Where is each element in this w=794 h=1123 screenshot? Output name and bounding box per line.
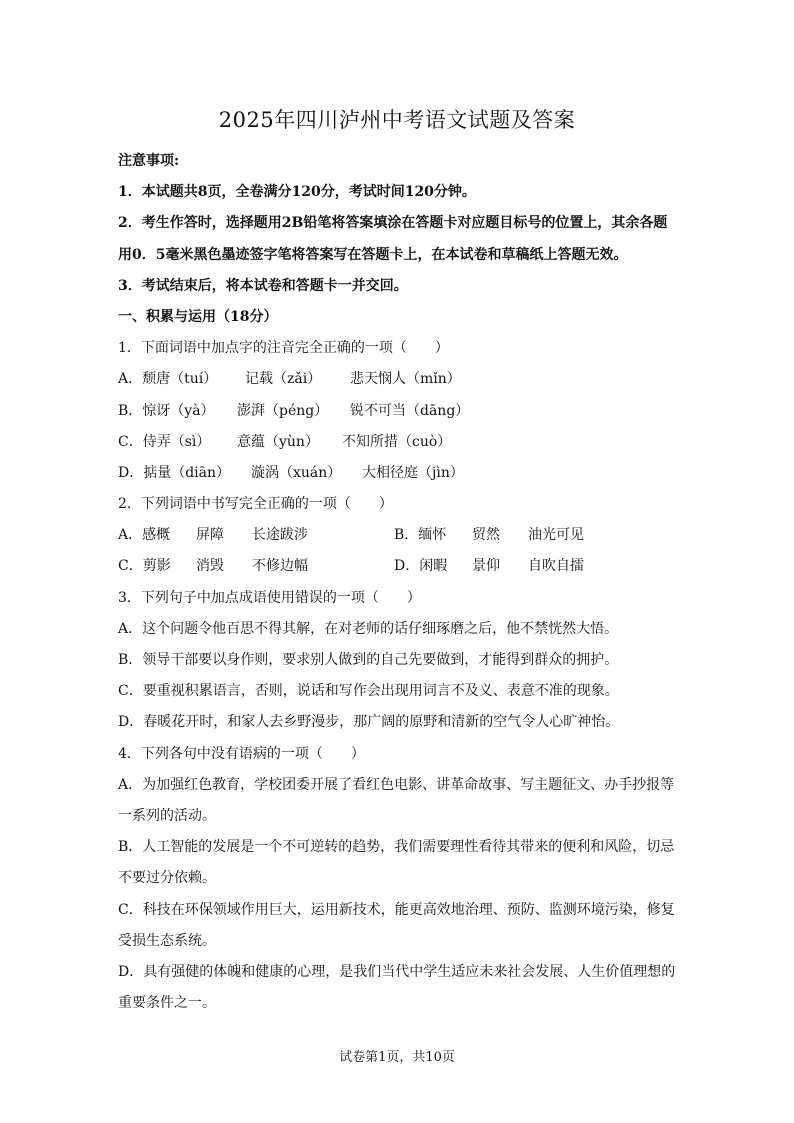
q1-b-word-3: 锐不可当（dāng） bbox=[350, 402, 470, 419]
notice-item-2a: 2．考生作答时，选择题用2B铅笔将答案填涂在答题卡对应题目标号的位置上，其余各题 bbox=[118, 215, 668, 232]
q2-row-ab bbox=[118, 520, 678, 551]
q1-a-word-3: 悲天悯人（mǐn） bbox=[350, 371, 461, 388]
q2-d-word-3: 自吹自擂 bbox=[528, 558, 584, 575]
q2-a-word-1: A．感概 bbox=[118, 527, 171, 544]
section-heading: 一、积累与运用（18分） bbox=[118, 308, 278, 325]
q3-option-c: C．要重视积累语言，否则，说话和写作会出现用词言不及义、表意不准的现象。 bbox=[118, 683, 619, 700]
q1-c-word-1: C．侍弄（sì） bbox=[118, 433, 211, 450]
q2-d-word-2: 景仰 bbox=[472, 558, 500, 575]
q1-option-d bbox=[118, 458, 678, 489]
q1-c-word-2: 意蕴（yùn） bbox=[237, 433, 319, 450]
notice-item-3: 3．考试结束后，将本试卷和答题卡一并交回。 bbox=[118, 277, 408, 294]
q4-option-a-line-2: 一系列的活动。 bbox=[118, 807, 216, 824]
q2-c-word-3: 不修边幅 bbox=[252, 558, 308, 575]
q1-d-word-2: 漩涡（xuán） bbox=[251, 464, 342, 481]
q4-option-c-line-1: C．科技在环保领域作用巨大，运用新技术，能更高效地治理、预防、监测环境污染，修复 bbox=[118, 901, 675, 918]
q1-a-word-1: A．颓唐（tuí） bbox=[118, 371, 218, 388]
q1-stem: 1．下面词语中加点字的注音完全正确的一项（ ） bbox=[118, 340, 449, 357]
q1-option-a bbox=[118, 364, 678, 395]
q3-stem: 3．下列句子中加点成语使用错误的一项（ ） bbox=[118, 589, 421, 606]
q4-option-b-line-1: B．人工智能的发展是一个不可逆转的趋势，我们需要理性看待其带来的便利和风险，切忌 bbox=[118, 839, 675, 856]
q3-option-d: D．春暖花开时，和家人去乡野漫步，那广阔的原野和清新的空气令人心旷神怡。 bbox=[118, 714, 620, 731]
q4-option-a-line-1: A．为加强红色教育，学校团委开展了看红色电影、讲革命故事、写主题征文、办手抄报等 bbox=[118, 776, 675, 793]
q4-option-b-line-2: 不要过分依赖。 bbox=[118, 870, 216, 887]
q2-b-word-2: 贸然 bbox=[472, 527, 500, 544]
notice-item-2b: 用0．5毫米黑色墨迹签字笔将答案写在答题卡上，在本试卷和草稿纸上答题无效。 bbox=[118, 246, 628, 263]
q1-c-word-3: 不知所措（cuò） bbox=[342, 433, 452, 450]
q1-option-c bbox=[118, 427, 678, 458]
q2-c-word-1: C．剪影 bbox=[118, 558, 171, 575]
q1-d-word-1: D．掂量（diān） bbox=[118, 464, 231, 481]
page-footer: 试卷第1页，共10页 bbox=[339, 1050, 455, 1065]
q3-option-a: A．这个问题令他百思不得其解，在对老师的话仔细琢磨之后，他不禁恍然大悟。 bbox=[118, 620, 619, 637]
q4-option-d-line-1: D．具有强健的体魄和健康的心理，是我们当代中学生适应未来社会发展、人生价值理想的 bbox=[118, 963, 676, 980]
q1-d-word-3: 大相径庭（jìn） bbox=[362, 464, 464, 481]
q2-d-word-1: D．闲暇 bbox=[394, 558, 448, 575]
q1-a-word-2: 记载（zǎi） bbox=[245, 371, 322, 388]
notice-heading: 注意事项: bbox=[118, 153, 180, 169]
q2-stem: 2．下列词语中书写完全正确的一项（ ） bbox=[118, 496, 393, 513]
q2-a-word-3: 长途跋涉 bbox=[252, 527, 308, 544]
q2-a-word-2: 屏障 bbox=[196, 527, 224, 544]
q4-option-c-line-2: 受损生态系统。 bbox=[118, 932, 216, 949]
q2-c-word-2: 消毁 bbox=[196, 558, 224, 575]
notice-item-1: 1．本试题共8页，全卷满分120分，考试时间120分钟。 bbox=[118, 184, 476, 201]
q2-b-word-3: 油光可见 bbox=[528, 527, 584, 544]
page-title: 2025年四川泸州中考语文试题及答案 bbox=[218, 108, 576, 132]
q4-stem: 4．下列各句中没有语病的一项（ ） bbox=[118, 745, 365, 762]
q1-b-word-2: 澎湃（péng） bbox=[237, 402, 329, 419]
q1-option-b bbox=[118, 396, 678, 427]
q1-b-word-1: B．惊讶（yà） bbox=[118, 402, 215, 419]
q4-option-d-line-2: 重要条件之一。 bbox=[118, 995, 216, 1012]
q2-row-cd bbox=[118, 551, 678, 582]
exam-content bbox=[118, 146, 678, 1019]
q3-option-b: B．领导干部要以身作则，要求别人做到的自己先要做到，才能得到群众的拥护。 bbox=[118, 652, 619, 668]
q2-b-word-1: B．缅怀 bbox=[394, 527, 447, 544]
